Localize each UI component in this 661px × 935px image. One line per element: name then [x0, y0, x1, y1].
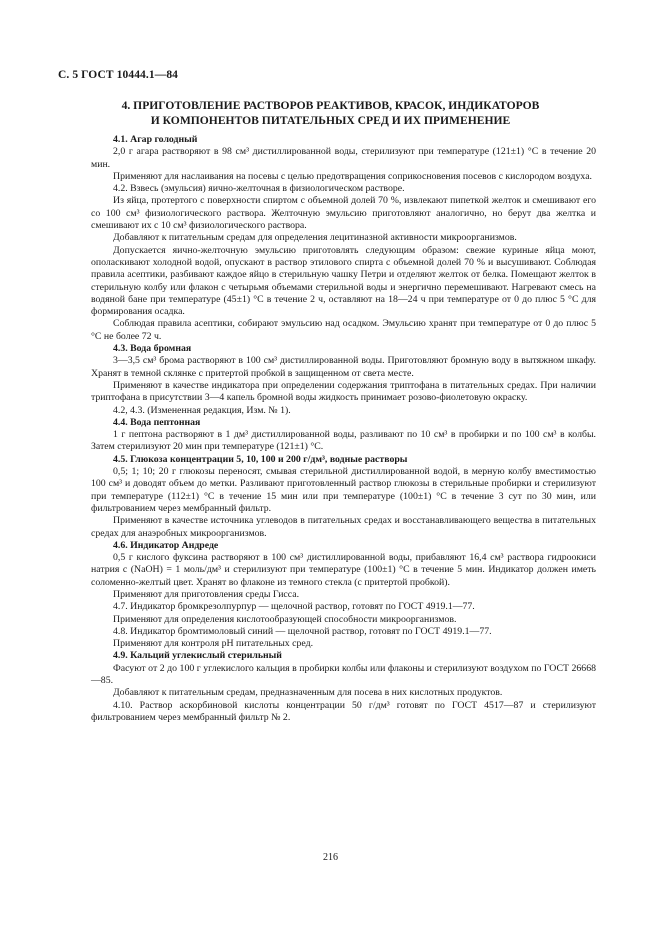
paragraph: Применяют для наслаивания на посевы с целью предотвращения соприкосновения посевов с кислородом воздуха. — [113, 170, 592, 182]
running-header: С. 5 ГОСТ 10444.1—84 — [58, 69, 179, 81]
paragraph: 1 г пептона растворяют в 1 дм³ дистиллированной воды, разливают по 10 см³ в пробирки и по 100 см³ в колбы. Затем стерилизуют 20 мин при температуре (121±1) °С. — [91, 429, 596, 453]
paragraph: 0,5; 1; 10; 20 г глюкозы переносят, смывая стерильной дистиллированной водой, в мерную колбу вместимостью 100 см³ и доводят объем до метки. Разливают приготовленный раствор глюкозы в стерильные пробирки и стерилизуют при температуре (112±1) °С в течение 15 мин или при температуре (100±1) °С в течение 3 сут по 30 мин, или фильтрованием через мембранный фильтр. — [91, 466, 596, 514]
subsection-heading: 4.9. Кальций углекислый стерильный — [113, 650, 282, 662]
subsection-heading: 4.6. Индикатор Андреде — [113, 539, 219, 551]
paragraph: 3—3,5 см³ брома растворяют в 100 см³ дистиллированной воды. Приготовляют бромную воду в вытяжном шкафу. Хранят в темной склянке с притертой пробкой в защищенном от света месте. — [91, 355, 596, 379]
subsection-heading: 4.3. Вода бромная — [113, 343, 192, 355]
amendment-note: 4.2, 4.3. (Измененная редакция, Изм. № 1). — [113, 404, 291, 416]
subsection-heading: 4.1. Агар голодный — [113, 134, 198, 145]
paragraph: Применяют для приготовления среды Гисса. — [113, 588, 300, 600]
paragraph: Добавляют к питательным средам для определения лецитиназной активности микроорганизмов. — [113, 232, 517, 244]
paragraph: 0,5 г кислого фуксина растворяют в 100 см³ дистиллированной воды, прибавляют 16,4 см³ раствора гидроокиси натрия c (NaOH) = 1 моль/дм³ и стерилизуют при температуре (100±1) °С в течение 5 мин. Индикатор должен иметь соломенно-желтый цвет. Хранят во флаконе из темного стекла (с притертой пробкой). — [91, 552, 596, 588]
paragraph: Применяют для контроля pH питательных сред. — [113, 638, 314, 650]
paragraph: 2,0 г агара растворяют в 98 см³ дистиллированной воды, стерилизуют при температуре (121±1) °С в течение 20 мин. — [91, 146, 596, 170]
section-title-line-1: 4. ПРИГОТОВЛЕНИЕ РАСТВОРОВ РЕАКТИВОВ, КРАСОК, ИНДИКАТОРОВ — [121, 99, 540, 112]
paragraph: Добавляют к питательным средам, предназначенным для посева в них кислотных продуктов. — [113, 687, 503, 699]
paragraph: 4.8. Индикатор бромтимоловый синий — щелочной раствор, готовят по ГОСТ 4919.1—77. — [113, 625, 492, 637]
paragraph: 4.2. Взвесь (эмульсия) яично-желточная в физиологическом растворе. — [113, 183, 405, 195]
subsection-heading: 4.5. Глюкоза концентрации 5, 10, 100 и 200 г/дм³, водные растворы — [113, 453, 408, 465]
section-title — [58, 98, 603, 128]
paragraph: Соблюдая правила асептики, собирают эмульсию над осадком. Эмульсию хранят при температуре от 0 до плюс 5 °С не более 72 ч. — [91, 318, 596, 342]
paragraph: 4.7. Индикатор бромкрезолпурпур — щелочной раствор, готовят по ГОСТ 4919.1—77. — [113, 601, 475, 613]
subsection-heading: 4.4. Вода пептонная — [113, 416, 201, 428]
body-text — [91, 134, 596, 724]
paragraph: Применяют в качестве источника углеводов в питательных средах и восстанавливающего вещества в питательных средах для анаэробных микроорганизмов. — [91, 515, 596, 539]
paragraph: Из яйца, протертого с поверхности спиртом с объемной долей 70 %, извлекают пипеткой желток и смешивают его со 100 см³ физиологического раствора. Желточную эмульсию приготовляют аналогично, но берут два желтка и смешивают их с 10 см³ физиологического раствора. — [91, 195, 596, 232]
paragraph: 4.10. Раствор аскорбиновой кислоты концентрации 50 г/дм³ готовят по ГОСТ 4517—87 и стерилизуют фильтрованием через мембранный фильтр № 2. — [91, 699, 596, 723]
paragraph: Допускается яично-желточную эмульсию приготовлять следующим образом: свежие куриные яйца моют, ополаскивают холодной водой, опускают в раствор этилового спирта с объемной долей 70 % и высушивают. Соблюдая правила асептики, разбивают каждое яйцо в стерильную чашку Петри и отделяют желток от белка. Помещают желток в стерильную колбу или флакон с четырьмя объемами стерильной воды и энергично перемешивают. Нагревают смесь на водяной бане при температуре (45±1) °С в течение 2 ч, оставляют на 18—24 ч при температуре от 0 до плюс 5 °С для формирования осадка. — [91, 244, 596, 318]
paragraph: Применяют в качестве индикатора при определении содержания триптофана в питательных средах. При наличии триптофана в присутствии 3—4 капель бромной воды жидкость принимает розово-фиолетовую окраску. — [91, 379, 596, 404]
paragraph: Фасуют от 2 до 100 г углекислого кальция в пробирки колбы или флаконы и стерилизуют воздухом по ГОСТ 26668—85. — [91, 662, 596, 687]
paragraph: Применяют для определения кислотообразующей способности микроорганизмов. — [113, 613, 457, 625]
section-title-line-2: И КОМПОНЕНТОВ ПИТАТЕЛЬНЫХ СРЕД И ИХ ПРИМЕНЕНИЕ — [150, 114, 511, 127]
page-number: 216 — [323, 852, 338, 863]
